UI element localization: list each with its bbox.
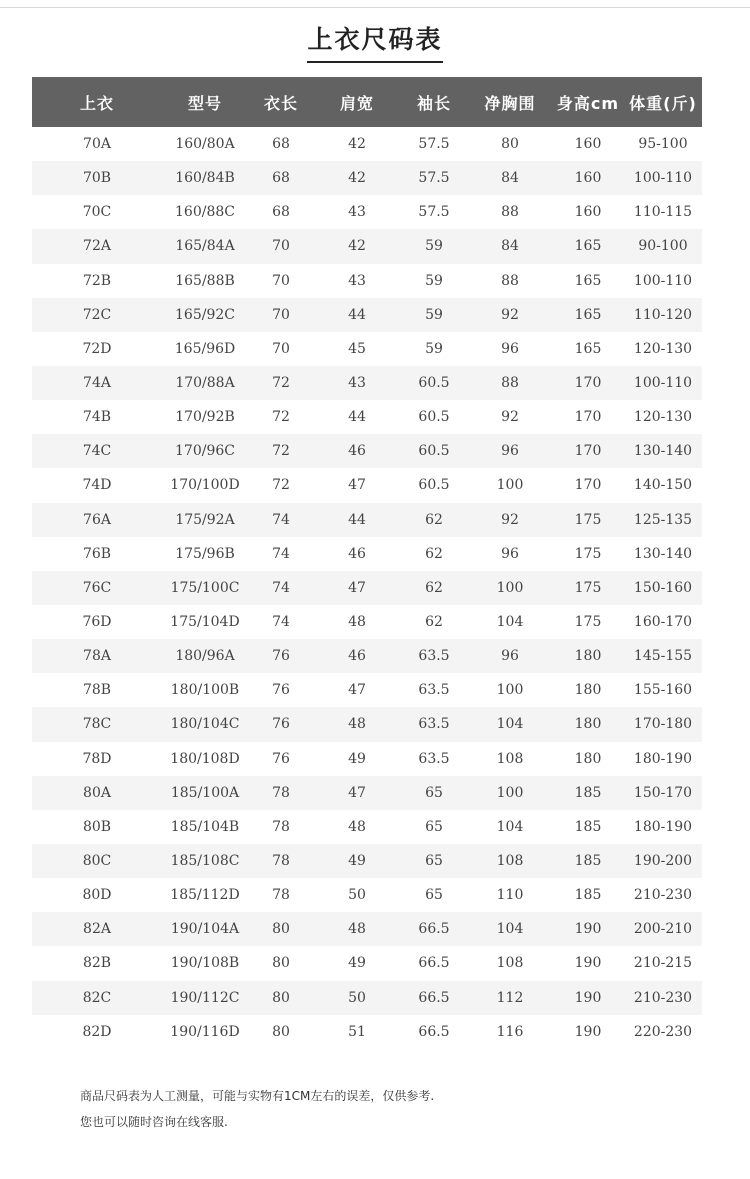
table-cell: 180-190	[633, 750, 693, 767]
table-cell: 96	[501, 648, 519, 665]
table-cell: 80	[272, 921, 290, 938]
table-row	[32, 264, 702, 298]
table-row	[32, 707, 702, 741]
table-cell: 78	[272, 887, 290, 904]
table-cell: 59	[425, 306, 443, 323]
column-header: 型号	[187, 93, 222, 113]
table-cell: 185/100A	[170, 784, 240, 801]
table-cell: 80	[272, 989, 290, 1006]
table-row	[32, 639, 702, 673]
table-cell: 43	[348, 204, 366, 221]
table-cell: 82C	[82, 989, 112, 1006]
table-cell: 42	[348, 136, 366, 153]
table-cell: 66.5	[418, 921, 450, 938]
table-cell: 170	[574, 477, 602, 494]
table-cell: 49	[348, 955, 366, 972]
table-cell: 104	[496, 716, 524, 733]
table-cell: 47	[348, 579, 366, 596]
table-cell: 175/104D	[170, 614, 240, 631]
table-cell: 95-100	[638, 136, 688, 153]
table-cell: 170/96C	[175, 443, 235, 460]
table-cell: 100-110	[633, 375, 693, 392]
table-cell: 80	[272, 1023, 290, 1040]
table-cell: 45	[348, 340, 366, 357]
table-cell: 210-215	[633, 955, 693, 972]
table-row	[32, 878, 702, 912]
table-cell: 70	[272, 306, 290, 323]
table-cell: 165	[574, 340, 602, 357]
table-cell: 47	[348, 682, 366, 699]
table-cell: 150-160	[633, 579, 693, 596]
table-cell: 65	[425, 887, 443, 904]
table-cell: 74C	[82, 443, 112, 460]
table-cell: 76	[272, 716, 290, 733]
table-row	[32, 468, 702, 502]
table-cell: 70	[272, 238, 290, 255]
table-cell: 108	[496, 853, 524, 870]
table-row	[32, 844, 702, 878]
table-cell: 76D	[82, 614, 112, 631]
table-cell: 51	[348, 1023, 366, 1040]
table-cell: 76	[272, 750, 290, 767]
table-cell: 76B	[82, 545, 112, 562]
table-cell: 165/84A	[175, 238, 235, 255]
table-cell: 48	[348, 818, 366, 835]
table-cell: 72A	[83, 238, 111, 255]
table-row	[32, 503, 702, 537]
table-cell: 130-140	[633, 545, 693, 562]
table-cell: 84	[501, 238, 519, 255]
table-cell: 88	[501, 375, 519, 392]
table-cell: 66.5	[418, 955, 450, 972]
column-header: 身高cm	[556, 93, 620, 113]
column-header: 体重(斤)	[629, 93, 697, 113]
table-cell: 59	[425, 272, 443, 289]
table-row	[32, 161, 702, 195]
table-cell: 160-170	[633, 614, 693, 631]
table-cell: 62	[425, 545, 443, 562]
table-cell: 76	[272, 648, 290, 665]
table-cell: 62	[425, 579, 443, 596]
table-cell: 50	[348, 989, 366, 1006]
table-cell: 88	[501, 204, 519, 221]
table-cell: 74A	[83, 375, 111, 392]
table-cell: 65	[425, 784, 443, 801]
table-cell: 92	[501, 511, 519, 528]
table-cell: 170	[574, 375, 602, 392]
table-row	[32, 981, 702, 1015]
table-cell: 190/108B	[170, 955, 240, 972]
table-cell: 74D	[82, 477, 112, 494]
table-row	[32, 1015, 702, 1049]
table-cell: 104	[496, 818, 524, 835]
table-cell: 82A	[83, 921, 111, 938]
table-cell: 190/112C	[170, 989, 240, 1006]
note-measurement: 商品尺码表为人工测量，可能与实物有1CM左右的误差，仅供参考.	[80, 1089, 435, 1103]
table-cell: 180/104C	[170, 716, 240, 733]
table-cell: 48	[348, 716, 366, 733]
table-cell: 72B	[82, 272, 112, 289]
table-cell: 65	[425, 853, 443, 870]
column-header: 袖长	[416, 93, 451, 113]
table-cell: 112	[496, 989, 524, 1006]
table-cell: 185	[574, 887, 602, 904]
table-cell: 96	[501, 443, 519, 460]
table-cell: 78B	[82, 682, 112, 699]
table-cell: 84	[501, 170, 519, 187]
table-cell: 145-155	[633, 648, 693, 665]
table-cell: 66.5	[418, 1023, 450, 1040]
table-row	[32, 946, 702, 980]
column-header: 肩宽	[339, 93, 374, 113]
table-cell: 72	[272, 477, 290, 494]
table-cell: 70B	[82, 170, 112, 187]
table-cell: 170/100D	[170, 477, 240, 494]
table-cell: 100	[496, 579, 524, 596]
table-cell: 68	[272, 204, 290, 221]
table-cell: 165	[574, 238, 602, 255]
table-row	[32, 298, 702, 332]
table-row	[32, 229, 702, 263]
table-cell: 92	[501, 306, 519, 323]
table-cell: 74	[272, 545, 290, 562]
page-title-text: 上衣尺码表	[307, 20, 442, 63]
table-cell: 70	[272, 272, 290, 289]
table-cell: 125-135	[633, 511, 693, 528]
table-cell: 190	[574, 1023, 602, 1040]
table-cell: 120-130	[633, 409, 693, 426]
table-row	[32, 571, 702, 605]
table-cell: 57.5	[418, 170, 450, 187]
table-cell: 80	[272, 955, 290, 972]
table-cell: 165	[574, 306, 602, 323]
table-cell: 60.5	[418, 477, 450, 494]
table-cell: 63.5	[418, 750, 450, 767]
table-cell: 155-160	[633, 682, 693, 699]
table-cell: 63.5	[418, 682, 450, 699]
table-cell: 175	[574, 579, 602, 596]
table-cell: 185/108C	[170, 853, 240, 870]
table-cell: 76C	[82, 579, 112, 596]
table-row	[32, 434, 702, 468]
table-cell: 190	[574, 989, 602, 1006]
table-cell: 100-110	[633, 272, 693, 289]
table-cell: 160	[574, 170, 602, 187]
table-cell: 80C	[82, 853, 112, 870]
table-cell: 60.5	[418, 443, 450, 460]
table-cell: 46	[348, 545, 366, 562]
table-cell: 140-150	[633, 477, 693, 494]
table-row	[32, 673, 702, 707]
table-cell: 43	[348, 272, 366, 289]
table-cell: 42	[348, 170, 366, 187]
size-table	[32, 77, 702, 1049]
table-cell: 76	[272, 682, 290, 699]
table-row	[32, 400, 702, 434]
table-cell: 185/104B	[170, 818, 240, 835]
table-cell: 70	[272, 340, 290, 357]
table-cell: 180	[574, 750, 602, 767]
table-cell: 185	[574, 853, 602, 870]
table-cell: 170	[574, 409, 602, 426]
table-cell: 78	[272, 784, 290, 801]
table-cell: 57.5	[418, 204, 450, 221]
table-cell: 74	[272, 579, 290, 596]
table-cell: 96	[501, 545, 519, 562]
table-row	[32, 127, 702, 161]
table-cell: 74B	[82, 409, 112, 426]
table-cell: 100	[496, 682, 524, 699]
table-cell: 43	[348, 375, 366, 392]
table-row	[32, 742, 702, 776]
table-cell: 130-140	[633, 443, 693, 460]
table-cell: 180/96A	[175, 648, 235, 665]
table-cell: 78C	[82, 716, 112, 733]
table-cell: 50	[348, 887, 366, 904]
table-cell: 180-190	[633, 818, 693, 835]
table-cell: 70A	[83, 136, 111, 153]
table-cell: 180/100B	[170, 682, 240, 699]
table-cell: 80B	[82, 818, 112, 835]
table-cell: 65	[425, 818, 443, 835]
table-cell: 175	[574, 614, 602, 631]
table-row	[32, 195, 702, 229]
table-cell: 63.5	[418, 716, 450, 733]
table-cell: 120-130	[633, 340, 693, 357]
table-cell: 108	[496, 955, 524, 972]
table-cell: 185	[574, 818, 602, 835]
table-cell: 82B	[82, 955, 112, 972]
note-contact: 您也可以随时咨询在线客服.	[80, 1115, 228, 1129]
table-cell: 160/84B	[175, 170, 235, 187]
table-cell: 175	[574, 545, 602, 562]
table-cell: 96	[501, 340, 519, 357]
table-cell: 104	[496, 614, 524, 631]
table-cell: 44	[348, 306, 366, 323]
page-title	[0, 20, 750, 63]
table-cell: 110-120	[633, 306, 693, 323]
table-cell: 210-230	[633, 989, 693, 1006]
table-cell: 170/92B	[175, 409, 235, 426]
table-cell: 49	[348, 750, 366, 767]
table-cell: 116	[496, 1023, 524, 1040]
table-cell: 160/88C	[175, 204, 235, 221]
table-cell: 80A	[83, 784, 111, 801]
table-cell: 170	[574, 443, 602, 460]
notes	[80, 1083, 434, 1135]
table-cell: 185	[574, 784, 602, 801]
table-cell: 104	[496, 921, 524, 938]
table-cell: 165/92C	[175, 306, 235, 323]
table-cell: 170-180	[633, 716, 693, 733]
table-cell: 47	[348, 784, 366, 801]
table-cell: 190/104A	[170, 921, 240, 938]
table-row	[32, 776, 702, 810]
table-cell: 74	[272, 511, 290, 528]
table-cell: 72	[272, 409, 290, 426]
table-cell: 70C	[82, 204, 112, 221]
table-cell: 60.5	[418, 409, 450, 426]
table-cell: 92	[501, 409, 519, 426]
table-row	[32, 537, 702, 571]
table-cell: 90-100	[638, 238, 688, 255]
table-cell: 72C	[82, 306, 112, 323]
table-cell: 74	[272, 614, 290, 631]
table-cell: 72	[272, 443, 290, 460]
table-cell: 175	[574, 511, 602, 528]
table-cell: 59	[425, 340, 443, 357]
table-cell: 170/88A	[175, 375, 235, 392]
table-cell: 180	[574, 648, 602, 665]
table-cell: 78D	[82, 750, 112, 767]
table-cell: 100	[496, 784, 524, 801]
table-cell: 60.5	[418, 375, 450, 392]
table-cell: 46	[348, 443, 366, 460]
table-cell: 66.5	[418, 989, 450, 1006]
table-cell: 108	[496, 750, 524, 767]
table-cell: 210-230	[633, 887, 693, 904]
table-cell: 62	[425, 511, 443, 528]
table-cell: 59	[425, 238, 443, 255]
table-cell: 165/96D	[174, 340, 236, 357]
table-cell: 185/112D	[170, 887, 240, 904]
table-cell: 80D	[82, 887, 112, 904]
table-cell: 180/108D	[170, 750, 240, 767]
table-cell: 78	[272, 818, 290, 835]
table-cell: 78	[272, 853, 290, 870]
table-cell: 150-170	[633, 784, 693, 801]
table-cell: 175/96B	[175, 545, 235, 562]
column-header: 上衣	[79, 93, 114, 113]
table-row	[32, 366, 702, 400]
table-cell: 82D	[82, 1023, 112, 1040]
table-cell: 110	[496, 887, 524, 904]
table-cell: 190-200	[633, 853, 693, 870]
table-cell: 42	[348, 238, 366, 255]
table-cell: 165/88B	[175, 272, 235, 289]
table-cell: 48	[348, 921, 366, 938]
top-divider	[0, 0, 750, 8]
table-cell: 88	[501, 272, 519, 289]
table-row	[32, 810, 702, 844]
column-header: 衣长	[263, 93, 298, 113]
column-header: 净胸围	[484, 93, 536, 113]
table-cell: 47	[348, 477, 366, 494]
table-cell: 100-110	[633, 170, 693, 187]
table-cell: 80	[501, 136, 519, 153]
table-cell: 190	[574, 921, 602, 938]
table-cell: 190/116D	[170, 1023, 240, 1040]
table-cell: 165	[574, 272, 602, 289]
table-row	[32, 912, 702, 946]
table-cell: 78A	[83, 648, 111, 665]
table-cell: 110-115	[633, 204, 693, 221]
table-cell: 100	[496, 477, 524, 494]
table-cell: 72	[272, 375, 290, 392]
table-cell: 160	[574, 204, 602, 221]
table-cell: 62	[425, 614, 443, 631]
table-cell: 160/80A	[175, 136, 235, 153]
table-cell: 68	[272, 136, 290, 153]
table-cell: 180	[574, 682, 602, 699]
table-cell: 200-210	[633, 921, 693, 938]
table-cell: 72D	[82, 340, 112, 357]
table-cell: 49	[348, 853, 366, 870]
table-cell: 63.5	[418, 648, 450, 665]
table-cell: 76A	[83, 511, 111, 528]
table-cell: 220-230	[633, 1023, 693, 1040]
table-cell: 68	[272, 170, 290, 187]
table-cell: 175/92A	[175, 511, 235, 528]
table-header-row	[32, 77, 702, 127]
table-cell: 180	[574, 716, 602, 733]
table-cell: 44	[348, 511, 366, 528]
table-row	[32, 332, 702, 366]
table-row	[32, 605, 702, 639]
table-cell: 190	[574, 955, 602, 972]
table-cell: 175/100C	[170, 579, 240, 596]
table-cell: 160	[574, 136, 602, 153]
table-cell: 48	[348, 614, 366, 631]
table-cell: 57.5	[418, 136, 450, 153]
table-body	[32, 127, 702, 1049]
table-cell: 46	[348, 648, 366, 665]
table-cell: 44	[348, 409, 366, 426]
